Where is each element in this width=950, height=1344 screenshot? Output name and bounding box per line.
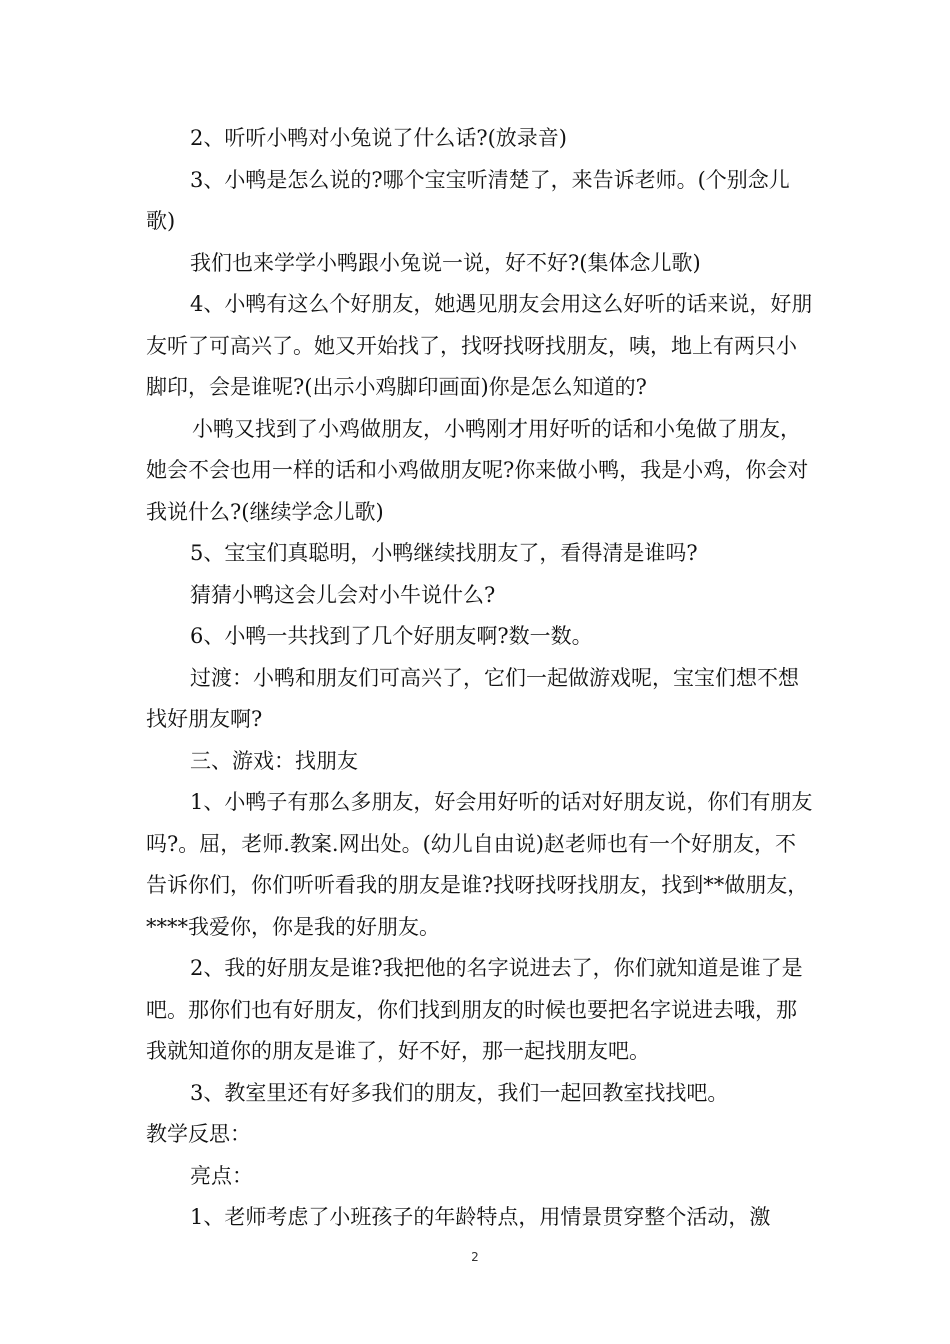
paragraph-3: 我们也来学学小鸭跟小兔说一说，好不好?(集体念儿歌): [190, 250, 701, 275]
subheading-highlights: 亮点：: [190, 1163, 253, 1188]
paragraph-11: 2、我的好朋友是谁?我把他的名字说进去了，你们就知道是谁了是吧。那你们也有好朋友，你们找到朋友的时候也要把名字说进去哦，那我就知道你的朋友是谁了，好不好，那一起找朋友吧。: [146, 956, 803, 1063]
paragraph-4: 4、小鸭有这么个好朋友，她遇见朋友会用这么好听的话来说，好朋友听了可高兴了。她又开始找了，找呀找呀找朋友，咦，地上有两只小脚印，会是谁呢?(出示小鸡脚印画面)你是怎么知道的?: [146, 292, 813, 399]
paragraph-13: 1、老师考虑了小班孩子的年龄特点，用情景贯穿整个活动，激: [190, 1205, 771, 1229]
section-heading-game: 三、游戏：找朋友: [190, 748, 358, 773]
paragraph-2: 3、小鸭是怎么说的?哪个宝宝听清楚了，来告诉老师。(个别念儿歌): [146, 167, 790, 233]
paragraph-7: 猜猜小鸭这会儿会对小牛说什么?: [190, 582, 496, 607]
paragraph-12: 3、教室里还有好多我们的朋友，我们一起回教室找找吧。: [190, 1080, 729, 1105]
paragraph-8: 6、小鸭一共找到了几个好朋友啊?数一数。: [190, 624, 593, 648]
page-number: 2: [471, 1250, 479, 1264]
paragraph-10: 1、小鸭子有那么多朋友，好会用好听的话对好朋友说，你们有朋友吗?。屈，老师.教案.网出处。(幼儿自由说)赵老师也有一个好朋友，不告诉你们，你们听听看我的朋友是谁?找呀找呀找朋友，找到**做朋友，****我爱你，你是我的好朋友。: [146, 790, 813, 939]
section-heading-reflection: 教学反思：: [146, 1122, 251, 1146]
paragraph-5: 小鸭又找到了小鸡做朋友，小鸭刚才用好听的话和小兔做了朋友，她会不会也用一样的话和小鸡做朋友呢?你来做小鸭，我是小鸡，你会对我说什么?(继续学念儿歌): [146, 416, 809, 524]
document-body: [146, 118, 816, 1239]
paragraph-6: 5、宝宝们真聪明，小鸭继续找朋友了，看得清是谁吗?: [190, 541, 698, 565]
paragraph-9: 过渡：小鸭和朋友们可高兴了，它们一起做游戏呢，宝宝们想不想找好朋友啊?: [146, 665, 799, 731]
paragraph-1: 2、听听小鸭对小兔说了什么话?(放录音): [190, 126, 568, 150]
